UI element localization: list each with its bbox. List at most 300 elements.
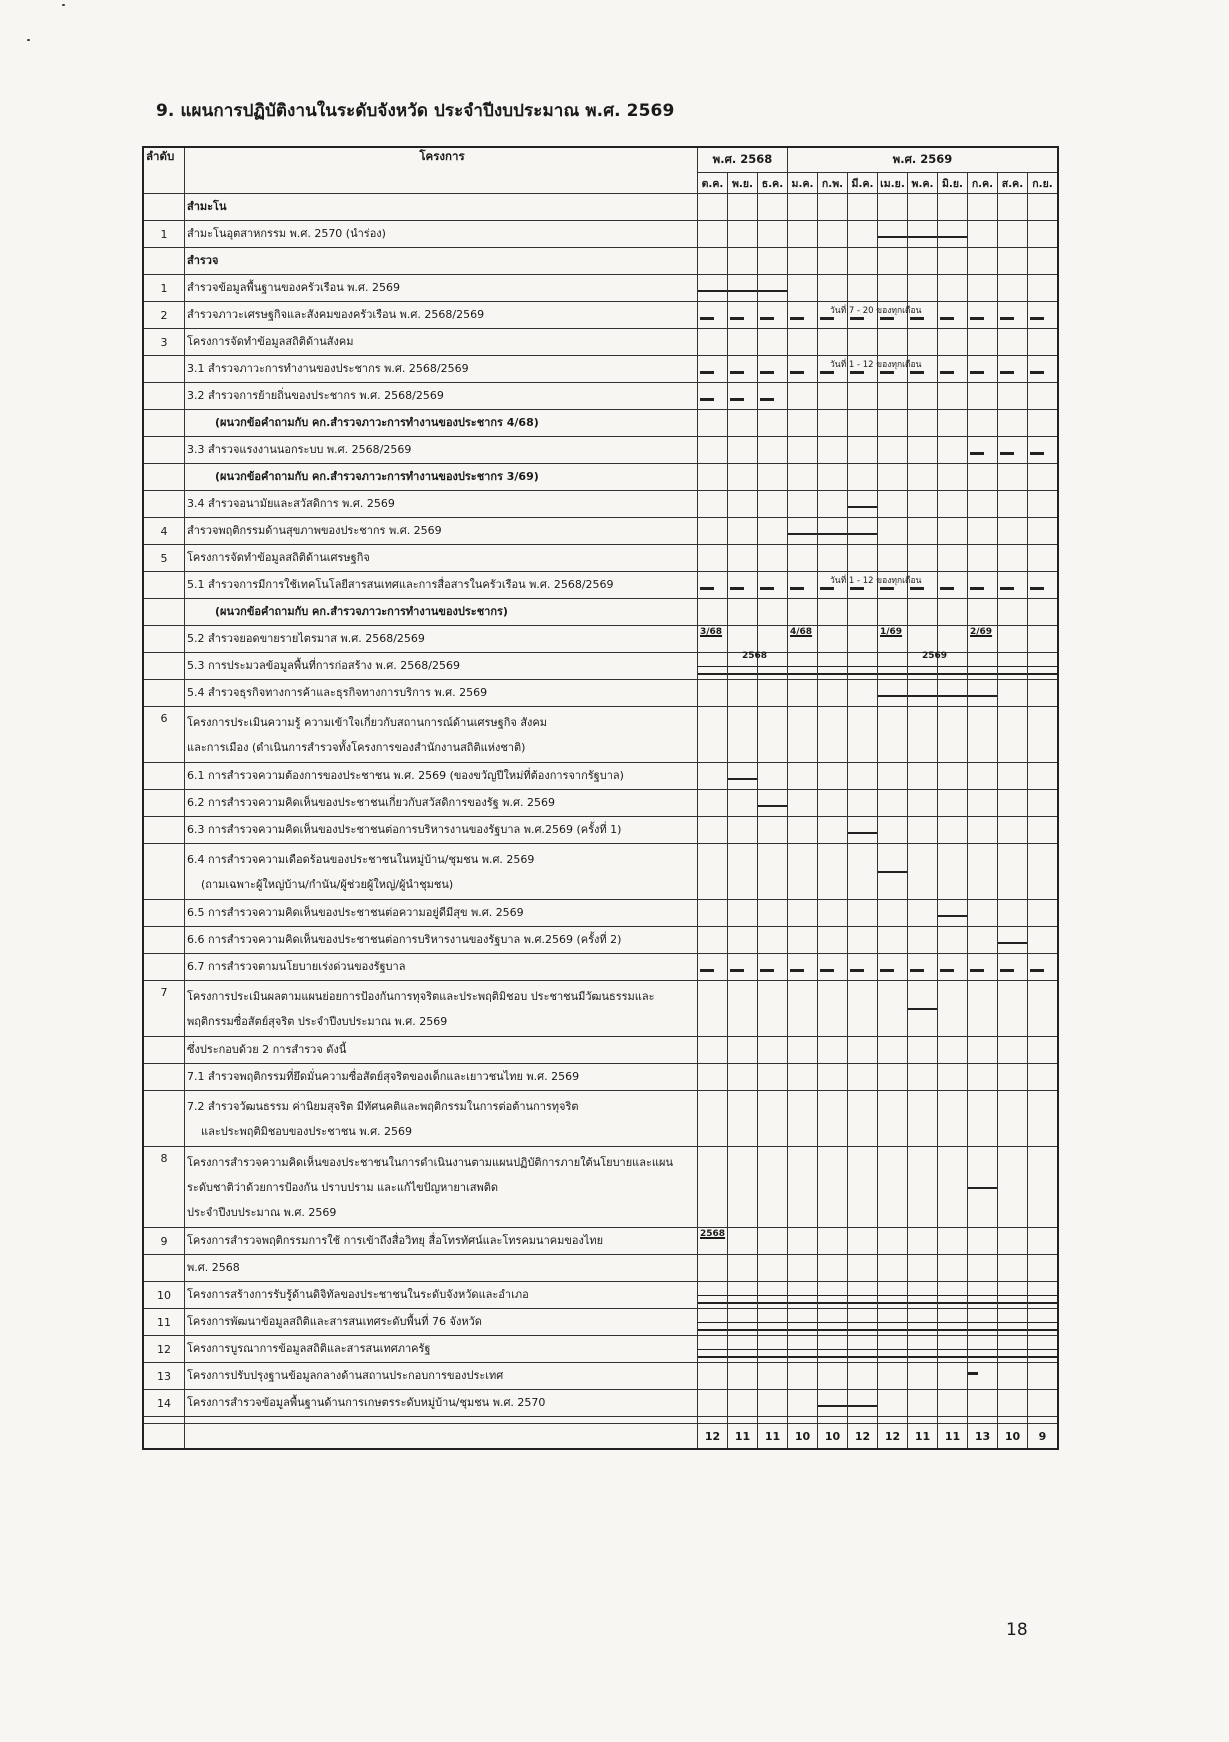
- project-line: 3.3 สำรวจแรงงานนอกระบบ พ.ศ. 2568/2569: [187, 443, 412, 456]
- row-project-name: [185, 1228, 698, 1255]
- schedule-continuous-bar: [908, 1322, 937, 1331]
- row-project-name: [185, 410, 698, 437]
- month-cell: [758, 329, 788, 356]
- schedule-continuous-bar: [968, 1322, 997, 1331]
- month-cell: [938, 1309, 968, 1336]
- month-cell: [848, 653, 878, 680]
- row-project-name: [185, 817, 698, 844]
- schedule-bar: [968, 695, 997, 697]
- month-cell: [938, 626, 968, 653]
- totals-empty-project: [185, 1424, 698, 1450]
- schedule-continuous-bar: [968, 666, 997, 675]
- row-order-number: 5: [143, 545, 185, 572]
- month-cell: [728, 464, 758, 491]
- month-header: เม.ย.: [878, 173, 908, 194]
- month-header: ก.ย.: [1028, 173, 1059, 194]
- month-total: 12: [698, 1424, 728, 1450]
- month-cell: [788, 653, 818, 680]
- month-cell: [698, 680, 728, 707]
- table-row: [143, 844, 1058, 900]
- schedule-continuous-bar: [848, 1322, 877, 1331]
- month-cell: [878, 221, 908, 248]
- month-cell: [698, 817, 728, 844]
- schedule-dash: [820, 587, 834, 590]
- month-cell: [908, 817, 938, 844]
- row-project-name: [185, 1309, 698, 1336]
- month-cell: [908, 248, 938, 275]
- month-total: 11: [728, 1424, 758, 1450]
- month-cell: [908, 790, 938, 817]
- table-row: [143, 1037, 1058, 1064]
- schedule-dash: [940, 371, 954, 374]
- row-project-name: [185, 763, 698, 790]
- month-cell: [938, 356, 968, 383]
- row-project-name: [185, 844, 698, 900]
- month-cell: [938, 927, 968, 954]
- month-cell: [1028, 1228, 1059, 1255]
- month-cell: [698, 356, 728, 383]
- row-order-number: [143, 817, 185, 844]
- month-cell: [1028, 437, 1059, 464]
- schedule-continuous-bar: [878, 666, 907, 675]
- month-cell: [848, 1147, 878, 1228]
- month-cell: [698, 790, 728, 817]
- month-cell: [968, 1309, 998, 1336]
- schedule-dash: [820, 969, 834, 972]
- row-project-name: [185, 302, 698, 329]
- table-row: [143, 1064, 1058, 1091]
- month-cell: [758, 572, 788, 599]
- empty-cell: [758, 1417, 788, 1424]
- month-cell: [1028, 572, 1059, 599]
- month-cell: [938, 1390, 968, 1417]
- project-line: โครงการจัดทำข้อมูลสถิติด้านเศรษฐกิจ: [187, 551, 370, 564]
- month-cell: [788, 410, 818, 437]
- month-cell: [908, 1091, 938, 1147]
- table-row: [143, 817, 1058, 844]
- month-cell: [698, 954, 728, 981]
- schedule-continuous-bar: [758, 1322, 787, 1331]
- month-cell: [758, 680, 788, 707]
- schedule-dash: [700, 371, 714, 374]
- schedule-continuous-bar: [908, 1349, 937, 1358]
- month-cell: [878, 707, 908, 763]
- month-cell: [878, 1336, 908, 1363]
- month-cell: [758, 1363, 788, 1390]
- month-cell: [848, 599, 878, 626]
- year-label: 2569: [922, 651, 948, 661]
- month-cell: [728, 437, 758, 464]
- month-cell: [1028, 545, 1059, 572]
- month-cell: [698, 1147, 728, 1228]
- month-cell: [848, 954, 878, 981]
- month-cell: [788, 437, 818, 464]
- schedule-dash: [970, 317, 984, 320]
- month-cell: [758, 1037, 788, 1064]
- month-cell: [998, 707, 1028, 763]
- month-cell: [908, 1336, 938, 1363]
- schedule-dash: [1000, 587, 1014, 590]
- table-row: [143, 1282, 1058, 1309]
- project-line: โครงการสำรวจความคิดเห็นของประชาชนในการดำเนินงานตามแผนปฏิบัติการภายใต้นโยบายและแผน: [187, 1155, 673, 1169]
- month-cell: [758, 1309, 788, 1336]
- month-cell: [968, 817, 998, 844]
- month-cell: [938, 981, 968, 1037]
- row-project-name: [185, 1363, 698, 1390]
- schedule-bar: [818, 1405, 847, 1407]
- month-cell: [908, 410, 938, 437]
- month-cell: [878, 1228, 908, 1255]
- schedule-dash: [760, 317, 774, 320]
- schedule-note: วันที่ 1 - 12 ของทุกเดือน: [830, 576, 922, 586]
- month-cell: [818, 790, 848, 817]
- month-cell: [788, 383, 818, 410]
- scan-speck: [27, 39, 30, 41]
- month-cell: [728, 572, 758, 599]
- month-cell: [848, 927, 878, 954]
- month-cell: [968, 599, 998, 626]
- month-cell: [968, 221, 998, 248]
- month-cell: [728, 817, 758, 844]
- month-cell: [818, 464, 848, 491]
- month-cell: [698, 1309, 728, 1336]
- schedule-bar: [788, 533, 817, 535]
- month-cell: [968, 927, 998, 954]
- project-line: 6.2 การสำรวจความคิดเห็นของประชาชนเกี่ยวกับสวัสดิการของรัฐ พ.ศ. 2569: [187, 796, 555, 809]
- month-cell: [728, 248, 758, 275]
- table-row: [143, 491, 1058, 518]
- empty-cell: [728, 1417, 758, 1424]
- row-project-name: [185, 248, 698, 275]
- month-cell: [698, 1091, 728, 1147]
- month-cell: [788, 1037, 818, 1064]
- month-cell: [818, 707, 848, 763]
- month-cell: [998, 1390, 1028, 1417]
- month-cell: [878, 1255, 908, 1282]
- month-cell: [728, 927, 758, 954]
- project-line: 6.6 การสำรวจความคิดเห็นของประชาชนต่อการบริหารงานของรัฐบาล พ.ศ.2569 (ครั้งที่ 2): [187, 933, 622, 946]
- month-cell: [698, 1064, 728, 1091]
- month-cell: [998, 790, 1028, 817]
- month-cell: [1028, 1282, 1059, 1309]
- row-order-number: 3: [143, 329, 185, 356]
- month-cell: [818, 626, 848, 653]
- month-cell: [998, 464, 1028, 491]
- month-cell: [848, 1309, 878, 1336]
- row-project-name: [185, 680, 698, 707]
- totals-row: [143, 1424, 1058, 1450]
- month-cell: [968, 1336, 998, 1363]
- table-row: [143, 545, 1058, 572]
- month-cell: [998, 437, 1028, 464]
- month-cell: [998, 927, 1028, 954]
- month-cell: [758, 1064, 788, 1091]
- schedule-dash: [1030, 969, 1044, 972]
- month-cell: [698, 545, 728, 572]
- month-cell: [818, 1147, 848, 1228]
- month-cell: [968, 1255, 998, 1282]
- row-project-name: [185, 626, 698, 653]
- project-line: (ผนวกข้อคำถามกับ คก.สำรวจภาวะการทำงานของประชากร 4/68): [215, 416, 539, 429]
- month-cell: [968, 954, 998, 981]
- empty-cell: [938, 1417, 968, 1424]
- month-total: 10: [818, 1424, 848, 1450]
- table-row: [143, 221, 1058, 248]
- month-cell: [848, 383, 878, 410]
- month-cell: [1028, 817, 1059, 844]
- project-line: และการเมือง (ดำเนินการสำรวจทั้งโครงการของสำนักงานสถิติแห่งชาติ): [187, 740, 526, 754]
- month-cell: [698, 1363, 728, 1390]
- row-order-number: 1: [143, 221, 185, 248]
- month-cell: [938, 653, 968, 680]
- month-cell: [758, 1147, 788, 1228]
- month-cell: [968, 194, 998, 221]
- month-cell: [788, 275, 818, 302]
- month-cell: [998, 194, 1028, 221]
- row-project-name: [185, 437, 698, 464]
- empty-cell: [698, 1417, 728, 1424]
- project-line: โครงการสำรวจข้อมูลพื้นฐานด้านการเกษตรระดับหมู่บ้าน/ชุมชน พ.ศ. 2570: [187, 1396, 546, 1409]
- month-cell: [848, 680, 878, 707]
- month-cell: [878, 1091, 908, 1147]
- schedule-dash: [1000, 317, 1014, 320]
- month-cell: [938, 491, 968, 518]
- month-cell: [938, 572, 968, 599]
- empty-cell: [968, 1417, 998, 1424]
- month-cell: [758, 464, 788, 491]
- month-cell: [998, 545, 1028, 572]
- schedule-continuous-bar: [788, 666, 817, 675]
- month-header: มิ.ย.: [938, 173, 968, 194]
- month-cell: [758, 518, 788, 545]
- month-cell: [998, 626, 1028, 653]
- project-line: 3.2 สำรวจการย้ายถิ่นของประชากร พ.ศ. 2568/2569: [187, 389, 444, 402]
- month-cell: [818, 927, 848, 954]
- row-order-number: 8: [143, 1147, 185, 1228]
- quarter-label: 4/68: [790, 627, 813, 637]
- month-cell: [758, 900, 788, 927]
- row-project-name: [185, 329, 698, 356]
- month-cell: [788, 817, 818, 844]
- month-cell: [878, 275, 908, 302]
- schedule-bar: [938, 695, 967, 697]
- schedule-continuous-bar: [908, 1295, 937, 1304]
- schedule-continuous-bar: [848, 666, 877, 675]
- month-cell: [818, 410, 848, 437]
- month-cell: [908, 437, 938, 464]
- schedule-dash: [700, 587, 714, 590]
- project-line: สำมะโน: [187, 200, 227, 213]
- month-cell: [938, 599, 968, 626]
- month-cell: [758, 221, 788, 248]
- table-row: [143, 572, 1058, 599]
- project-line: โครงการประเมินผลตามแผนย่อยการป้องกันการทุจริตและประพฤติมิชอบ ประชาชนมีวัฒนธรรมและ: [187, 989, 655, 1003]
- month-cell: [968, 302, 998, 329]
- month-cell: [728, 1255, 758, 1282]
- project-line: โครงการปรับปรุงฐานข้อมูลกลางด้านสถานประกอบการของประเทศ: [187, 1369, 504, 1382]
- month-cell: [878, 954, 908, 981]
- month-cell: [938, 275, 968, 302]
- project-line: (ถามเฉพาะผู้ใหญ่บ้าน/กำนัน/ผู้ช่วยผู้ใหญ่/ผู้นำชุมชน): [201, 877, 454, 891]
- month-cell: [938, 1282, 968, 1309]
- schedule-dash: [700, 317, 714, 320]
- month-cell: [818, 954, 848, 981]
- schedule-continuous-bar: [938, 666, 967, 675]
- month-cell: [728, 680, 758, 707]
- month-cell: [968, 1228, 998, 1255]
- month-cell: [1028, 653, 1059, 680]
- schedule-bar: [968, 1187, 997, 1189]
- month-cell: [728, 1228, 758, 1255]
- schedule-continuous-bar: [908, 666, 937, 675]
- month-cell: [848, 464, 878, 491]
- month-cell: [788, 248, 818, 275]
- month-cell: [788, 981, 818, 1037]
- row-order-number: 7: [143, 981, 185, 1037]
- month-cell: [938, 790, 968, 817]
- month-cell: [998, 1228, 1028, 1255]
- month-cell: [908, 763, 938, 790]
- row-project-name: [185, 518, 698, 545]
- project-line: 6.7 การสำรวจตามนโยบายเร่งด่วนของรัฐบาล: [187, 960, 406, 973]
- schedule-continuous-bar: [998, 666, 1027, 675]
- month-cell: [998, 900, 1028, 927]
- month-cell: [968, 275, 998, 302]
- month-cell: [938, 437, 968, 464]
- month-cell: [878, 248, 908, 275]
- row-project-name: [185, 927, 698, 954]
- month-cell: [878, 790, 908, 817]
- schedule-continuous-bar: [878, 1295, 907, 1304]
- month-cell: [878, 329, 908, 356]
- project-line: พ.ศ. 2568: [187, 1261, 240, 1274]
- month-cell: [818, 680, 848, 707]
- schedule-bar: [878, 236, 907, 238]
- schedule-dash: [1000, 452, 1014, 455]
- month-cell: [938, 1255, 968, 1282]
- schedule-dash: [760, 969, 774, 972]
- month-cell: [998, 1309, 1028, 1336]
- month-cell: [878, 599, 908, 626]
- schedule-bar: [938, 236, 967, 238]
- schedule-continuous-bar: [728, 1349, 757, 1358]
- month-cell: [698, 302, 728, 329]
- schedule-dash: [910, 969, 924, 972]
- table-row: [143, 927, 1058, 954]
- month-cell: [938, 1037, 968, 1064]
- empty-cell: [185, 1417, 698, 1424]
- month-cell: [698, 572, 728, 599]
- month-cell: [818, 1282, 848, 1309]
- month-cell: [878, 1147, 908, 1228]
- month-cell: [758, 599, 788, 626]
- header-order: ลำดับ: [143, 147, 185, 194]
- row-project-name: [185, 356, 698, 383]
- project-line: โครงการพัฒนาข้อมูลสถิติและสารสนเทศระดับพื้นที่ 76 จังหวัด: [187, 1315, 482, 1328]
- month-cell: [698, 1037, 728, 1064]
- project-line: โครงการบูรณาการข้อมูลสถิติและสารสนเทศภาครัฐ: [187, 1342, 431, 1355]
- schedule-bar: [848, 1405, 877, 1407]
- project-line: สำรวจข้อมูลพื้นฐานของครัวเรือน พ.ศ. 2569: [187, 281, 401, 294]
- row-project-name: [185, 599, 698, 626]
- table-row: [143, 900, 1058, 927]
- month-cell: [908, 954, 938, 981]
- empty-cell: [878, 1417, 908, 1424]
- schedule-bar: [728, 778, 757, 780]
- month-cell: [848, 1064, 878, 1091]
- month-cell: [938, 329, 968, 356]
- month-cell: [878, 763, 908, 790]
- schedule-continuous-bar: [728, 1295, 757, 1304]
- schedule-dash: [790, 371, 804, 374]
- month-header: ก.ค.: [968, 173, 998, 194]
- month-total: 9: [1028, 1424, 1059, 1450]
- schedule-continuous-bar: [728, 1322, 757, 1331]
- schedule-dash: [850, 317, 864, 320]
- schedule-continuous-bar: [938, 1349, 967, 1358]
- month-cell: [1028, 680, 1059, 707]
- schedule-dash: [790, 969, 804, 972]
- row-project-name: [185, 491, 698, 518]
- project-line: โครงการจัดทำข้อมูลสถิติด้านสังคม: [187, 335, 354, 348]
- month-cell: [758, 790, 788, 817]
- month-cell: [908, 545, 938, 572]
- schedule-note: วันที่ 7 - 20 ของทุกเดือน: [830, 306, 922, 316]
- month-cell: [998, 844, 1028, 900]
- month-cell: [698, 1336, 728, 1363]
- month-header: ธ.ค.: [758, 173, 788, 194]
- month-cell: [908, 651, 948, 680]
- month-total: 13: [968, 1424, 998, 1450]
- schedule-bar: [908, 1008, 937, 1010]
- schedule-dash: [1030, 317, 1044, 320]
- schedule-marker: [968, 1372, 978, 1375]
- month-cell: [848, 248, 878, 275]
- row-order-number: [143, 383, 185, 410]
- row-order-number: [143, 954, 185, 981]
- month-cell: [698, 1390, 728, 1417]
- month-cell: [908, 844, 938, 900]
- month-cell: [818, 302, 922, 329]
- month-cell: [968, 1147, 998, 1228]
- month-cell: [848, 1228, 878, 1255]
- month-cell: [728, 545, 758, 572]
- month-cell: [818, 1336, 848, 1363]
- month-cell: [1028, 1255, 1059, 1282]
- header-year-2568: พ.ศ. 2568: [698, 147, 788, 173]
- project-line: 6.3 การสำรวจความคิดเห็นของประชาชนต่อการบริหารงานของรัฐบาล พ.ศ.2569 (ครั้งที่ 1): [187, 823, 622, 836]
- month-cell: [848, 1363, 878, 1390]
- month-cell: [968, 491, 998, 518]
- month-cell: [818, 1064, 848, 1091]
- schedule-continuous-bar: [728, 666, 757, 675]
- month-cell: [728, 707, 758, 763]
- month-total: 10: [788, 1424, 818, 1450]
- month-cell: [698, 221, 728, 248]
- row-order-number: [143, 680, 185, 707]
- month-cell: [968, 545, 998, 572]
- month-cell: [938, 464, 968, 491]
- row-order-number: [143, 1091, 185, 1147]
- month-cell: [788, 1228, 818, 1255]
- month-cell: [728, 410, 758, 437]
- schedule-dash: [880, 587, 894, 590]
- row-order-number: 1: [143, 275, 185, 302]
- project-line: ประจำปีงบประมาณ พ.ศ. 2569: [187, 1205, 337, 1219]
- month-cell: [698, 437, 728, 464]
- project-line: และประพฤติมิชอบของประชาชน พ.ศ. 2569: [201, 1124, 413, 1138]
- schedule-continuous-bar: [878, 1349, 907, 1358]
